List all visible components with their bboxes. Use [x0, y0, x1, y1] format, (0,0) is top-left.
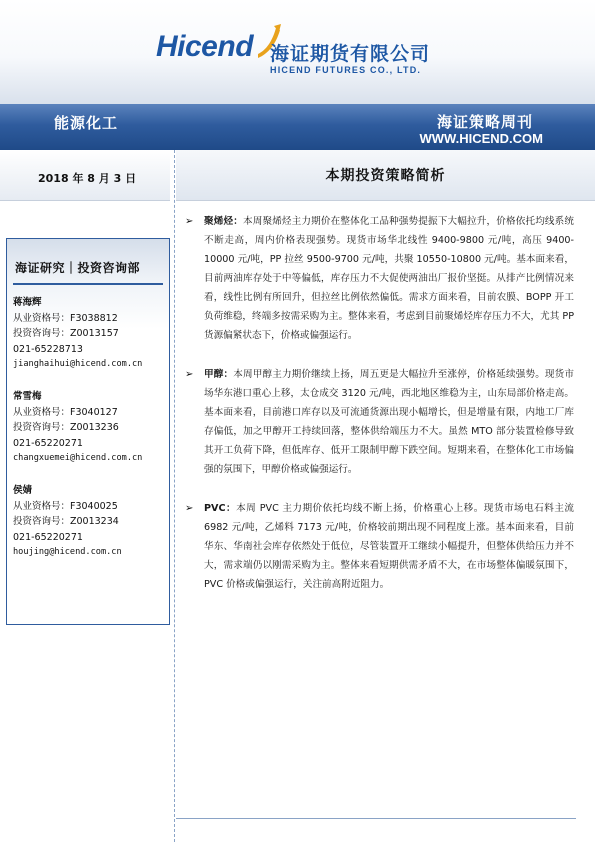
website-link[interactable]: WWW.HICEND.COM: [419, 131, 543, 146]
analyst-email[interactable]: houjing@hicend.com.cn: [13, 547, 122, 557]
analyst-phone: 021-65228713: [13, 343, 83, 355]
company-logo: [156, 24, 456, 84]
analyst-card: [13, 389, 142, 467]
logo-company-name: 海证期货有限公司: [270, 43, 431, 65]
footer-divider: [176, 818, 576, 819]
title-bar: [0, 104, 595, 150]
analyst-license: 从业资格号：F3040127: [13, 406, 118, 418]
analyst-card: [13, 483, 122, 561]
arrow-bullet-icon: ➢: [185, 216, 194, 227]
logo-wordmark: Hicend: [156, 30, 254, 63]
arrow-bullet-icon: ➢: [185, 503, 194, 514]
department-divider: [13, 283, 163, 285]
analyst-license: 从业资格号：F3040025: [13, 500, 118, 512]
analyst-consult-number: 投资咨询号：Z0013157: [13, 328, 119, 339]
analyst-email[interactable]: changxuemei@hicend.com.cn: [13, 453, 143, 463]
section-name: 能源化工: [54, 114, 119, 132]
analyst-name: 蒋海辉: [13, 297, 42, 308]
report-date: 2018 年 8 月 3 日: [38, 172, 137, 185]
date-panel: [0, 150, 170, 201]
logo-company-name-en: HICEND FUTURES CO., LTD.: [270, 65, 422, 75]
publication-name: 海证策略周刊: [436, 113, 533, 131]
department-title: 海证研究｜投资咨询部: [15, 261, 141, 275]
analyst-name: 常雪梅: [13, 391, 42, 402]
paragraph-text: 本周甲醇主力期价继续上扬，周五更是大幅拉升至涨停，价格延续强势。现货市场华东港口重心上移，太仓成交 3120 元/吨，西北地区维稳为主，山东局部价格走高。基本面来看，目前港口库存以及可流通货源出现小幅增长，但是增量有限，内地工厂库存偏低，加之甲醇开工持续回落，整体供给端压力不大。虽然 MTO 部分装置检修导致其开工负荷下降，但低库存、低开工限制甲醇下跌空间。短期来看，在整体化工市场偏强的氛围下，甲醇价格或偏强运行。: [204, 369, 575, 475]
analyst-phone: 021-65220271: [13, 437, 83, 449]
report-header: [0, 0, 595, 104]
arrow-bullet-icon: ➢: [185, 369, 194, 380]
column-divider: [174, 150, 175, 842]
paragraph-label: PVC：: [204, 503, 237, 514]
analyst-card: [13, 295, 142, 373]
paragraph-label: 甲醇：: [204, 369, 234, 380]
analyst-panel: [6, 238, 170, 625]
paragraph-label: 聚烯烃：: [204, 216, 243, 227]
strategy-paragraph-methanol: [182, 365, 574, 479]
analyst-phone: 021-65220271: [13, 531, 83, 543]
analyst-email[interactable]: jianghaihui@hicend.com.cn: [13, 359, 143, 369]
report-title: 本期投资策略简析: [325, 168, 446, 184]
analyst-consult-number: 投资咨询号：Z0013236: [13, 422, 119, 433]
paragraph-text: 本周聚烯烃主力期价在整体化工品种强势提振下大幅拉升，价格依托均线系统不断走高，周内价格表现强势。现货市场华北线性 9400-9800 元/吨，高压 9400-10000 元/吨，PP 拉丝 9500-9700 元/吨，共聚 10550-10800 元/吨。基本面来看，目前两油库存处于中等偏低，库存压力不大促使两油出厂报价坚挺。从排产比例情况来看，线性比例有所回升，但拉丝比例依然偏低。需求方面来看，目前农膜、BOPP 开工负荷维稳，终端多按需采购为主。整体来看，考虑到目前聚烯烃库存压力不大，尤其 PP 货源偏紧状态下，价格或偏强运行。: [204, 216, 575, 341]
report-title-panel: [176, 150, 595, 201]
analyst-license: 从业资格号：F3038812: [13, 312, 118, 324]
paragraph-text: 本周 PVC 主力期价依托均线不断上扬，价格重心上移。现货市场电石料主流 6982 元/吨，乙烯料 7173 元/吨，价格较前期出现不同程度上涨。基本面来看，目前华东、华南社会库存依然处于低位，尽管装置开工继续小幅提升，但整体供给压力并不大，需求端仍以刚需采购为主。整体来看短期供需矛盾不大，在市场整体偏暖氛围下，PVC 价格或偏强运行，关注前高附近阻力。: [204, 503, 574, 590]
strategy-paragraph-polyolefin: [182, 212, 574, 345]
analyst-consult-number: 投资咨询号：Z0013234: [13, 516, 119, 527]
strategy-paragraph-pvc: [182, 499, 574, 594]
analyst-name: 侯婧: [13, 485, 33, 496]
strategy-content: [182, 212, 574, 608]
